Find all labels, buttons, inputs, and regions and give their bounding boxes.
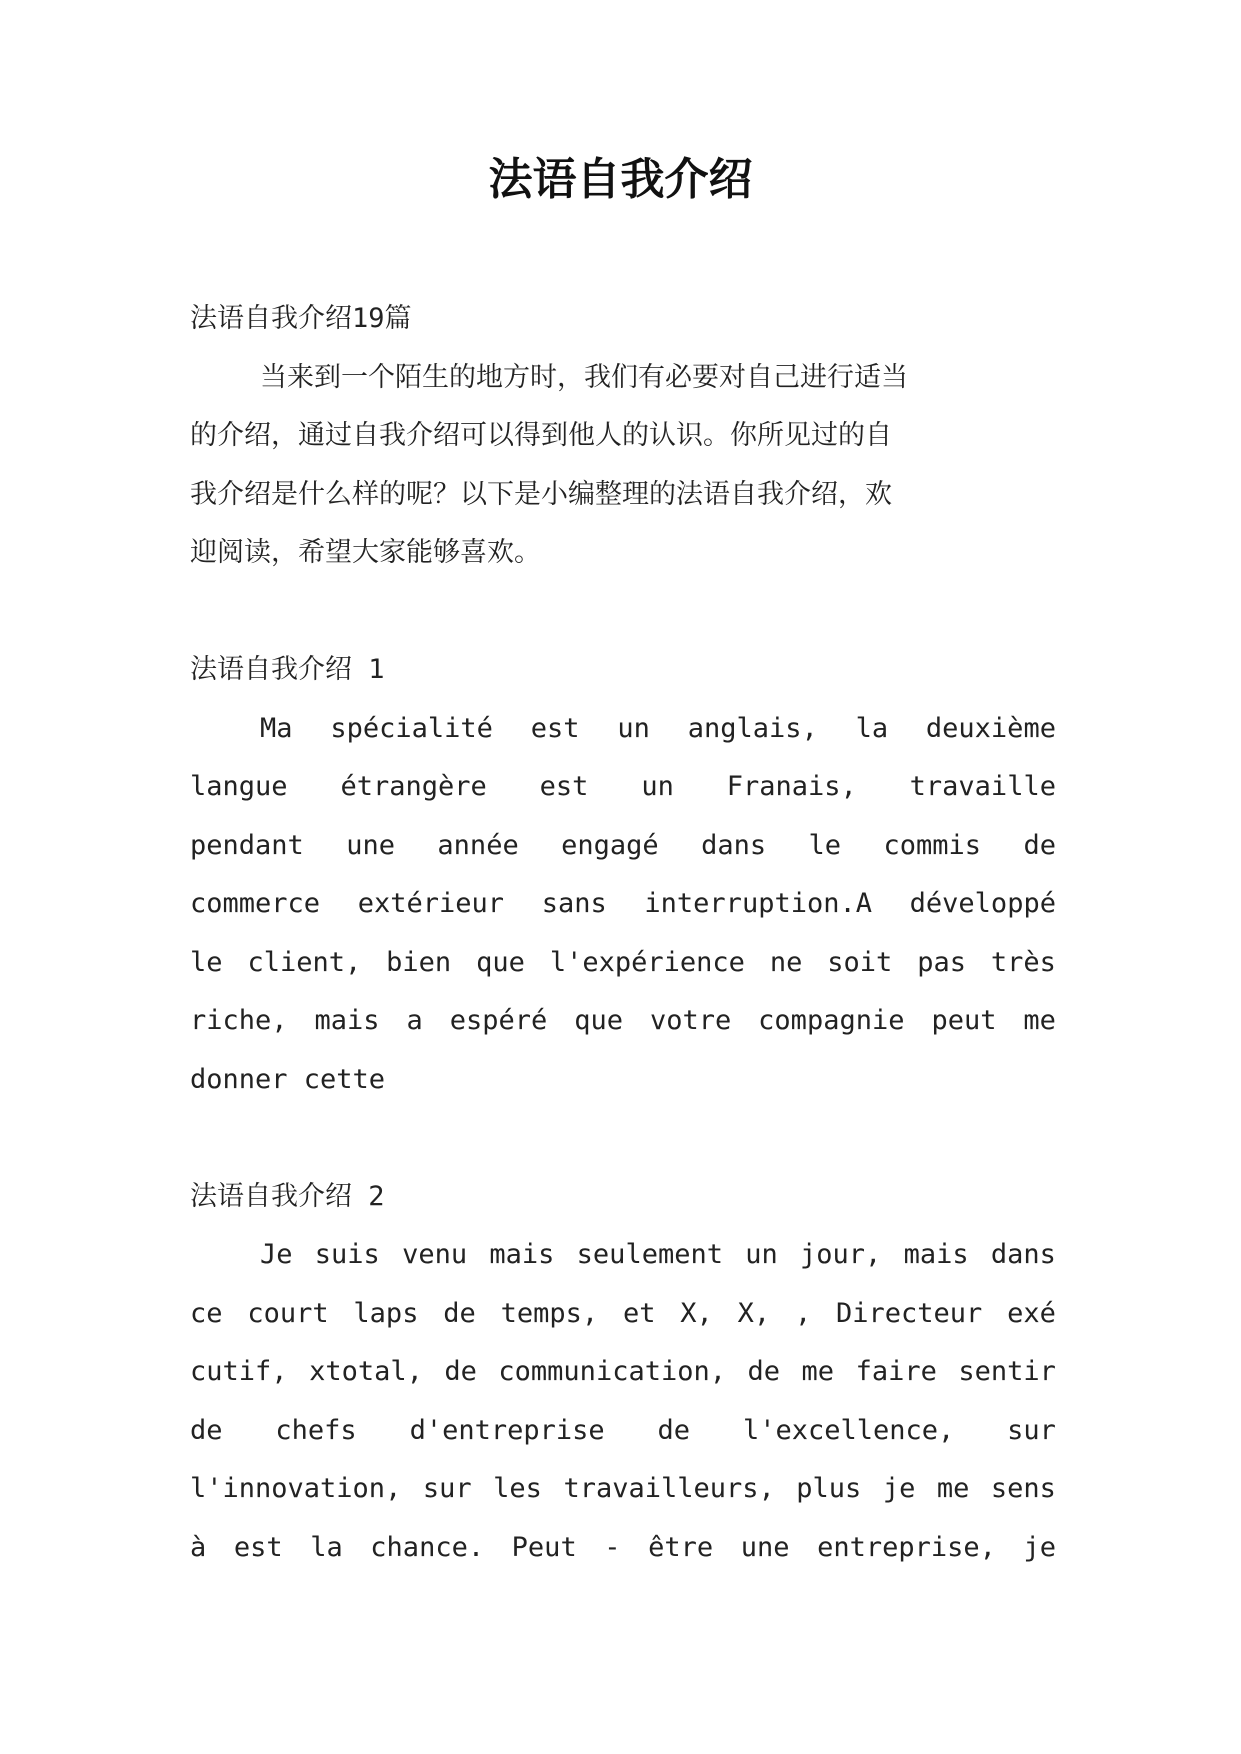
word: spécialité: [330, 712, 493, 744]
word: votre: [649, 1005, 732, 1036]
word: plus: [796, 1473, 862, 1504]
word: me: [801, 1356, 835, 1387]
word: que: [476, 946, 525, 978]
intro-line: 的介绍，通过自我介绍可以得到他人的认识。你所见过的自: [190, 420, 892, 451]
word: travailleurs,: [563, 1473, 775, 1504]
section2-line: [190, 1343, 1056, 1402]
word: a: [406, 1005, 423, 1036]
word: pendant: [190, 829, 304, 861]
word: que: [574, 1005, 623, 1036]
word: d'entreprise: [409, 1414, 605, 1446]
word: travaille: [909, 771, 1056, 802]
intro-heading: 法语自我介绍19篇: [190, 303, 412, 334]
section1-line: [190, 758, 1056, 817]
word: commerce: [190, 888, 321, 919]
word: être: [648, 1531, 714, 1563]
section1-line: [190, 817, 1056, 876]
section2-line: [190, 1402, 1056, 1461]
word: peut: [931, 1005, 997, 1036]
word: Je: [260, 1239, 293, 1270]
word: étrangère: [340, 771, 487, 802]
word: laps: [353, 1297, 419, 1329]
word: temps,: [500, 1297, 599, 1329]
word: -: [604, 1531, 621, 1563]
section1-line: [190, 700, 1056, 759]
word: Peut: [511, 1531, 577, 1563]
word: sans: [541, 888, 607, 919]
word: un: [745, 1239, 778, 1270]
word: les: [493, 1473, 542, 1504]
word: jour,: [800, 1239, 882, 1270]
word: Franais,: [726, 771, 857, 802]
section1-last-line: donner cette: [190, 1063, 386, 1095]
word: de: [1023, 829, 1056, 861]
word: ce: [190, 1297, 223, 1329]
word: très: [990, 946, 1056, 978]
word: court: [247, 1297, 329, 1329]
section1-line: [190, 875, 1056, 934]
word: sens: [990, 1473, 1056, 1504]
word: est: [233, 1531, 283, 1563]
word: mais: [903, 1239, 969, 1270]
word: riche,: [190, 1005, 288, 1036]
word: la: [310, 1531, 343, 1563]
word: venu: [402, 1239, 468, 1270]
document-body: [190, 290, 1056, 1577]
section2-line: [190, 1460, 1056, 1519]
word: xtotal,: [309, 1356, 423, 1387]
word: de: [443, 1297, 476, 1329]
word: soit: [827, 946, 893, 978]
word: me: [1023, 1005, 1056, 1036]
section2-line: [190, 1285, 1056, 1344]
document-title: 法语自我介绍: [488, 154, 753, 205]
word: un: [641, 771, 674, 802]
word: dans: [701, 829, 767, 861]
intro-line: 我介绍是什么样的呢？以下是小编整理的法语自我介绍，欢: [190, 478, 892, 510]
word: extérieur: [357, 888, 505, 919]
word: seulement: [576, 1239, 723, 1270]
word: le: [190, 946, 223, 978]
word: commis: [883, 829, 982, 861]
word: deuxième: [925, 712, 1056, 744]
word: pas: [917, 946, 966, 978]
intro-line: 当来到一个陌生的地方时，我们有必要对自己进行适当: [260, 361, 908, 393]
word: engagé: [561, 829, 659, 861]
word: je: [882, 1473, 916, 1504]
word: de: [190, 1414, 223, 1446]
word: anglais,: [687, 712, 818, 744]
section1-heading: 法语自我介绍 1: [190, 654, 385, 685]
word: ,: [794, 1297, 812, 1329]
word: l'innovation,: [190, 1473, 402, 1504]
intro-line: 迎阅读，希望大家能够喜欢。: [190, 537, 541, 568]
paragraph-spacer: [190, 1109, 1056, 1168]
section1-line: [190, 934, 1056, 993]
word: sur: [1007, 1414, 1056, 1446]
section2-line: [190, 1519, 1056, 1578]
word: dans: [990, 1239, 1056, 1270]
word: interruption.A: [644, 888, 872, 919]
word: une: [346, 829, 395, 861]
word: l'excellence,: [742, 1414, 955, 1446]
word: chance.: [370, 1531, 485, 1563]
word: mais: [489, 1239, 555, 1270]
word: Ma: [260, 712, 293, 744]
word: sur: [422, 1473, 472, 1504]
word: communication,: [498, 1356, 726, 1387]
word: je: [1023, 1531, 1056, 1563]
section1-line: [190, 992, 1056, 1051]
word: client,: [247, 946, 362, 978]
word: Directeur: [836, 1297, 983, 1329]
word: X,: [737, 1297, 771, 1329]
word: développé: [909, 888, 1056, 919]
word: entreprise,: [817, 1531, 996, 1563]
word: année: [437, 829, 519, 861]
paragraph-spacer: [190, 583, 1056, 642]
word: de: [657, 1414, 691, 1446]
section2-heading: 法语自我介绍 2: [190, 1180, 385, 1212]
word: sentir: [958, 1356, 1056, 1387]
word: est: [539, 771, 589, 802]
word: faire: [855, 1356, 937, 1387]
word: mais: [314, 1005, 380, 1036]
word: chefs: [275, 1414, 357, 1446]
word: X,: [680, 1297, 713, 1329]
word: exé: [1007, 1297, 1056, 1329]
word: à: [190, 1531, 207, 1563]
word: de: [747, 1356, 781, 1387]
word: et: [622, 1297, 656, 1329]
word: cutif,: [190, 1356, 288, 1387]
word: est: [530, 712, 580, 744]
word: bien: [386, 946, 452, 978]
word: espéré: [449, 1005, 548, 1036]
word: ne: [769, 946, 803, 978]
word: suis: [314, 1239, 380, 1270]
word: la: [855, 712, 889, 744]
word: compagnie: [758, 1005, 905, 1036]
word: de: [444, 1356, 477, 1387]
word: l'expérience: [549, 946, 745, 978]
word: le: [808, 829, 842, 861]
section2-line: [190, 1226, 1056, 1285]
word: un: [617, 712, 650, 744]
word: une: [740, 1531, 790, 1563]
word: me: [936, 1473, 970, 1504]
word: langue: [190, 771, 288, 802]
